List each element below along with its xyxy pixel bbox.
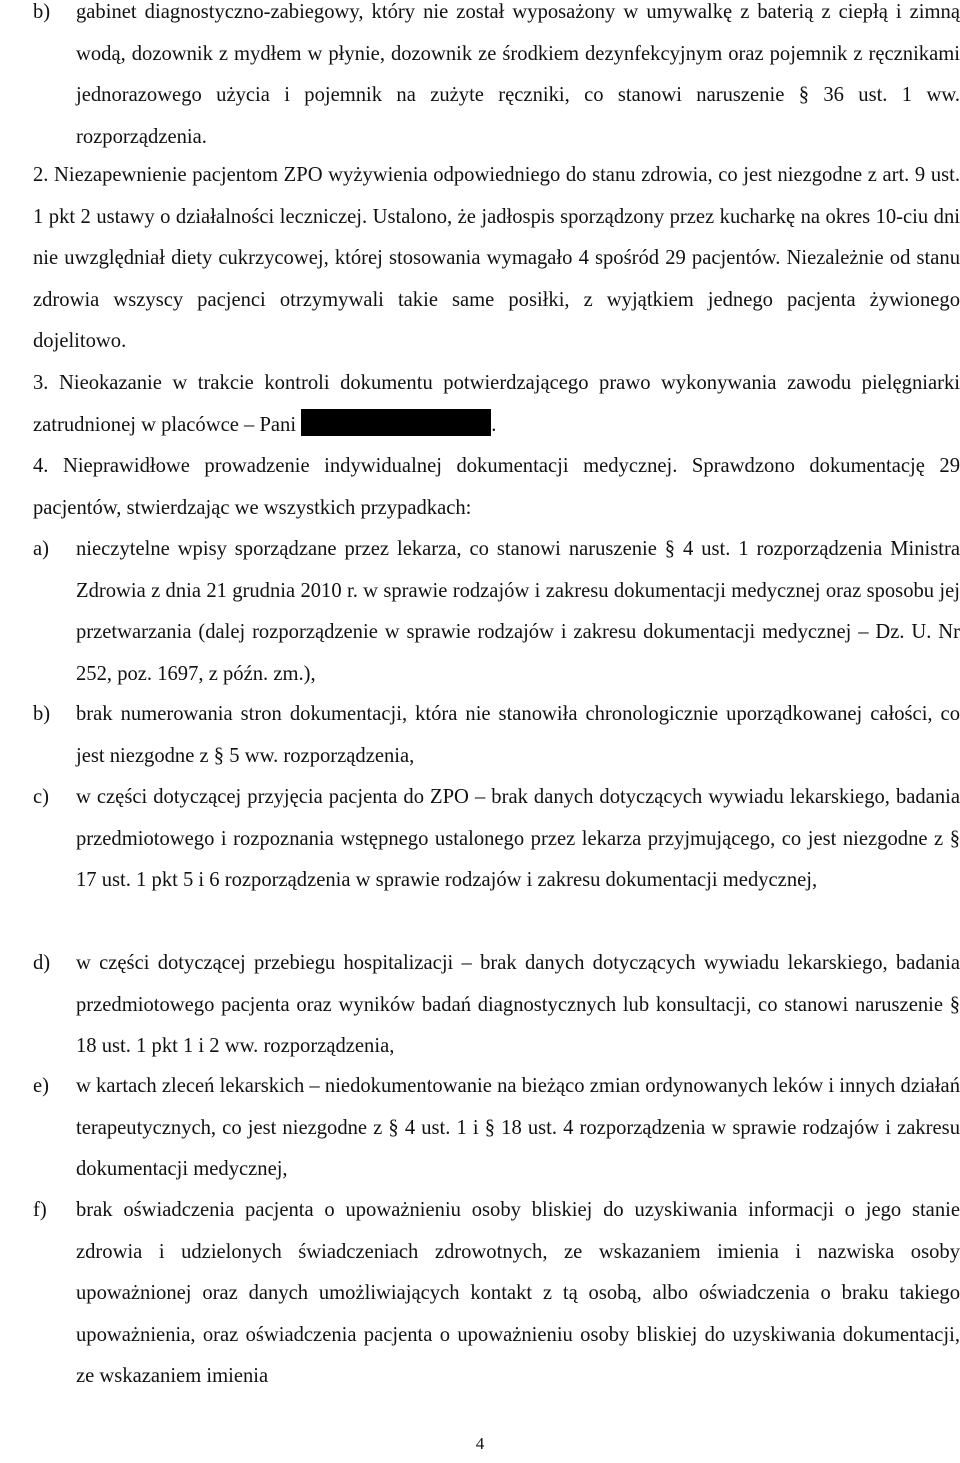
list-item-b (33, 694, 960, 777)
point-3 (33, 363, 960, 446)
list-item-text: gabinet diagnostyczno-zabiegowy, który nie został wyposażony w umywalkę z baterią z ciepłą i zimną wodą, dozownik z mydłem w płynie, dozownik ze środkiem dezynfekcyjnym oraz pojemnik z ręcznikami jednorazowego użycia i pojemnik na zużyte ręczniki, co stanowi naruszenie § 36 ust. 1 ww. rozporządzenia. (76, 1, 960, 148)
list-item-text: w części dotyczącej przyjęcia pacjenta do ZPO – brak danych dotyczących wywiadu lekarskiego, badania przedmiotowego i rozpoznania wstępnego ustalonego przez lekarza przyjmującego, co jest niezgodne z § 17 ust. 1 pkt 5 i 6 rozporządzenia w sprawie rodzajów i zakresu dokumentacji medycznej, (76, 786, 960, 891)
list-item-d (33, 943, 960, 1068)
list-item-b-intro (33, 0, 960, 158)
list-item-label: d) (33, 952, 51, 974)
point-2 (33, 155, 960, 363)
list-item-label: b) (33, 703, 51, 725)
list-item-f (33, 1190, 960, 1398)
point-3-text-end: . (491, 413, 497, 436)
page-number: 4 (475, 1434, 485, 1453)
point-3-text: 3. Nieokazanie w trakcie kontroli dokumentu potwierdzającego prawo wykonywania zawodu pielęgniarki zatrudnionej w placówce – Pani (33, 372, 960, 436)
list-item-c (33, 777, 960, 902)
list-item-text: nieczytelne wpisy sporządzane przez lekarza, co stanowi naruszenie § 4 ust. 1 rozporządzenia Ministra Zdrowia z dnia 21 grudnia 2010 r. w sprawie rodzajów i zakresu dokumentacji medycznej oraz sposobu jej przetwarzania (dalej rozporządzenie w sprawie rodzajów i zakresu dokumentacji medycznej – Dz. U. Nr 252, poz. 1697, z późn. zm.), (76, 538, 960, 685)
list-item-text: brak oświadczenia pacjenta o upoważnieniu osoby bliskiej do uzyskiwania informacji o jego stanie zdrowia i udzielonych świadczeniach zdrowotnych, ze wskazaniem imienia i nazwiska osoby upoważnionej oraz danych umożliwiających kontakt z tą osobą, albo oświadczenia o braku takiego upoważnienia, oraz oświadczenia pacjenta o upoważnieniu osoby bliskiej do uzyskiwania dokumentacji, ze wskazaniem imienia (76, 1199, 960, 1387)
list-item-label: f) (33, 1199, 47, 1221)
point-2-text: 2. Niezapewnienie pacjentom ZPO wyżywienia odpowiedniego do stanu zdrowia, co jest niezgodne z art. 9 ust. 1 pkt 2 ustawy o działalności leczniczej. Ustalono, że jadłospis sporządzony przez kucharkę na okres 10-ciu dni nie uwzględniał diety cukrzycowej, której stosowania wymagało 4 spośród 29 pacjentów. Niezależnie od stanu zdrowia wszyscy pacjenci otrzymywali takie same posiłki, z wyjątkiem jednego pacjenta żywionego dojelitowo. (33, 164, 960, 352)
list-item-text: w kartach zleceń lekarskich – niedokumentowanie na bieżąco zmian ordynowanych leków i innych działań terapeutycznych, co jest niezgodne z § 4 ust. 1 i § 18 ust. 4 rozporządzenia w sprawie rodzajów i zakresu dokumentacji medycznej, (76, 1075, 960, 1180)
point-4-text: 4. Nieprawidłowe prowadzenie indywidualnej dokumentacji medycznej. Sprawdzono dokumentację 29 pacjentów, stwierdzając we wszystkich przypadkach: (33, 455, 960, 519)
list-item-label: c) (33, 786, 49, 808)
list-item-label: b) (33, 1, 51, 23)
list-item-text: brak numerowania stron dokumentacji, która nie stanowiła chronologicznie uporządkowanej całości, co jest niezgodne z § 5 ww. rozporządzenia, (76, 703, 960, 767)
redacted-name-block (301, 409, 491, 436)
list-item-e (33, 1066, 960, 1191)
list-item-text: w części dotyczącej przebiegu hospitalizacji – brak danych dotyczących wywiadu lekarskiego, badania przedmiotowego pacjenta oraz wyników badań diagnostycznych lub konsultacji, co stanowi naruszenie § 18 ust. 1 pkt 1 i 2 ww. rozporządzenia, (76, 952, 960, 1057)
point-4 (33, 446, 960, 529)
list-item-label: a) (33, 538, 49, 560)
list-item-a (33, 529, 960, 695)
list-item-label: e) (33, 1075, 49, 1097)
